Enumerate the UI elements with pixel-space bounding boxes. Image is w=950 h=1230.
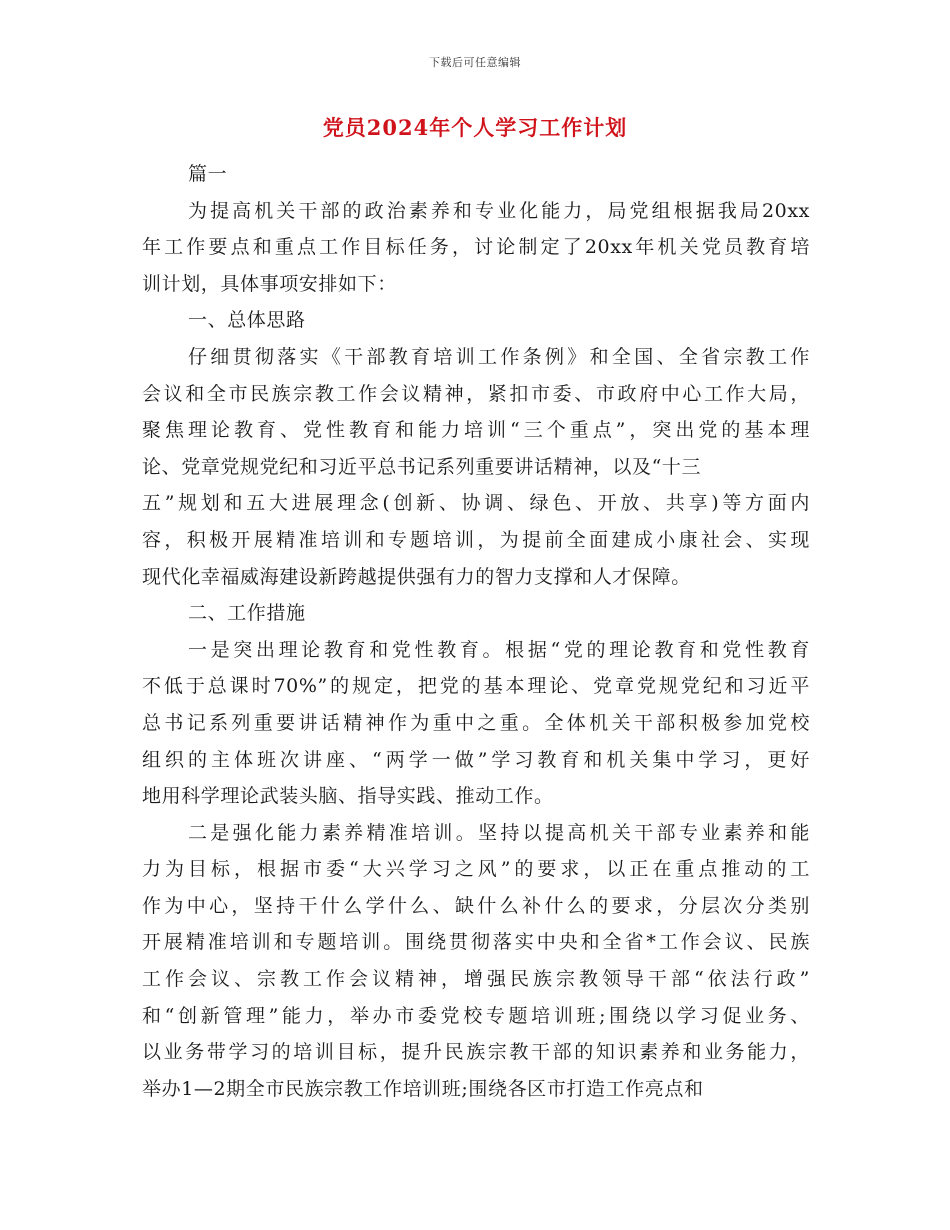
paragraph-line: 论、党章党规党纪和习近平总书记系列重要讲话精神，以及“十三 xyxy=(142,455,702,478)
paragraph-line: 和“创新管理”能力，举办市委党校专题培训班;围绕以学习促业务、 xyxy=(142,1004,810,1027)
paragraph-line: 年工作要点和重点工作目标任务，讨论制定了20xx年机关党员教育培 xyxy=(142,236,810,259)
paragraph-line: 组织的主体班次讲座、“两学一做”学习教育和机关集中学习，更好 xyxy=(142,748,810,771)
paragraph-line: 举办1—2期全市民族宗教工作培训班;围绕各区市打造工作亮点和 xyxy=(142,1077,704,1100)
paragraph-line: 聚焦理论教育、党性教育和能力培训“三个重点”，突出党的基本理 xyxy=(142,419,810,442)
paragraph-line: 为提高机关干部的政治素养和专业化能力，局党组根据我局20xx xyxy=(188,199,810,222)
paragraph-line: 开展精准培训和专题培训。围绕贯彻落实中央和全省*工作会议、民族 xyxy=(142,931,810,954)
paragraph-line: 会议和全市民族宗教工作会议精神，紧扣市委、市政府中心工作大局， xyxy=(142,382,810,405)
paragraph-line: 一是突出理论教育和党性教育。根据“党的理论教育和党性教育 xyxy=(188,638,810,661)
paragraph-line: 容，积极开展精准培训和专题培训，为提前全面建成小康社会、实现 xyxy=(142,528,810,551)
paragraph-line: 仔细贯彻落实《干部教育培训工作条例》和全国、全省宗教工作 xyxy=(188,345,810,368)
paragraph-line: 不低于总课时70%”的规定，把党的基本理论、党章党规党纪和习近平 xyxy=(142,675,810,698)
paragraph-line: 作为中心，坚持干什么学什么、缺什么补什么的要求，分层次分类别 xyxy=(142,894,810,917)
paragraph-line: 五”规划和五大进展理念(创新、协调、绿色、开放、共享)等方面内 xyxy=(142,492,810,515)
paragraph-line: 篇一 xyxy=(188,163,228,185)
document-title: 党员2024年个人学习工作计划 xyxy=(322,115,628,140)
page-header-note: 下载后可任意编辑 xyxy=(429,56,521,69)
paragraph-line: 现代化幸福威海建设新跨越提供强有力的智力支撑和人才保障。 xyxy=(142,565,691,588)
paragraph-line: 工作会议、宗教工作会议精神，增强民族宗教领导干部“依法行政” xyxy=(142,968,810,991)
paragraph-line: 二是强化能力素养精准培训。坚持以提高机关干部专业素养和能 xyxy=(188,821,810,844)
paragraph-line: 训计划，具体事项安排如下： xyxy=(142,272,397,295)
paragraph-line: 地用科学理论武装头脑、指导实践、推动工作。 xyxy=(142,785,554,808)
paragraph-line: 力为目标，根据市委“大兴学习之风”的要求，以正在重点推动的工 xyxy=(142,858,810,881)
paragraph-line: 一、总体思路 xyxy=(188,309,306,332)
document-body xyxy=(142,156,810,1107)
paragraph-line: 二、工作措施 xyxy=(188,602,306,625)
paragraph-line: 总书记系列重要讲话精神作为重中之重。全体机关干部积极参加党校 xyxy=(142,711,810,734)
paragraph-line: 以业务带学习的培训目标，提升民族宗教干部的知识素养和业务能力， xyxy=(142,1041,810,1064)
